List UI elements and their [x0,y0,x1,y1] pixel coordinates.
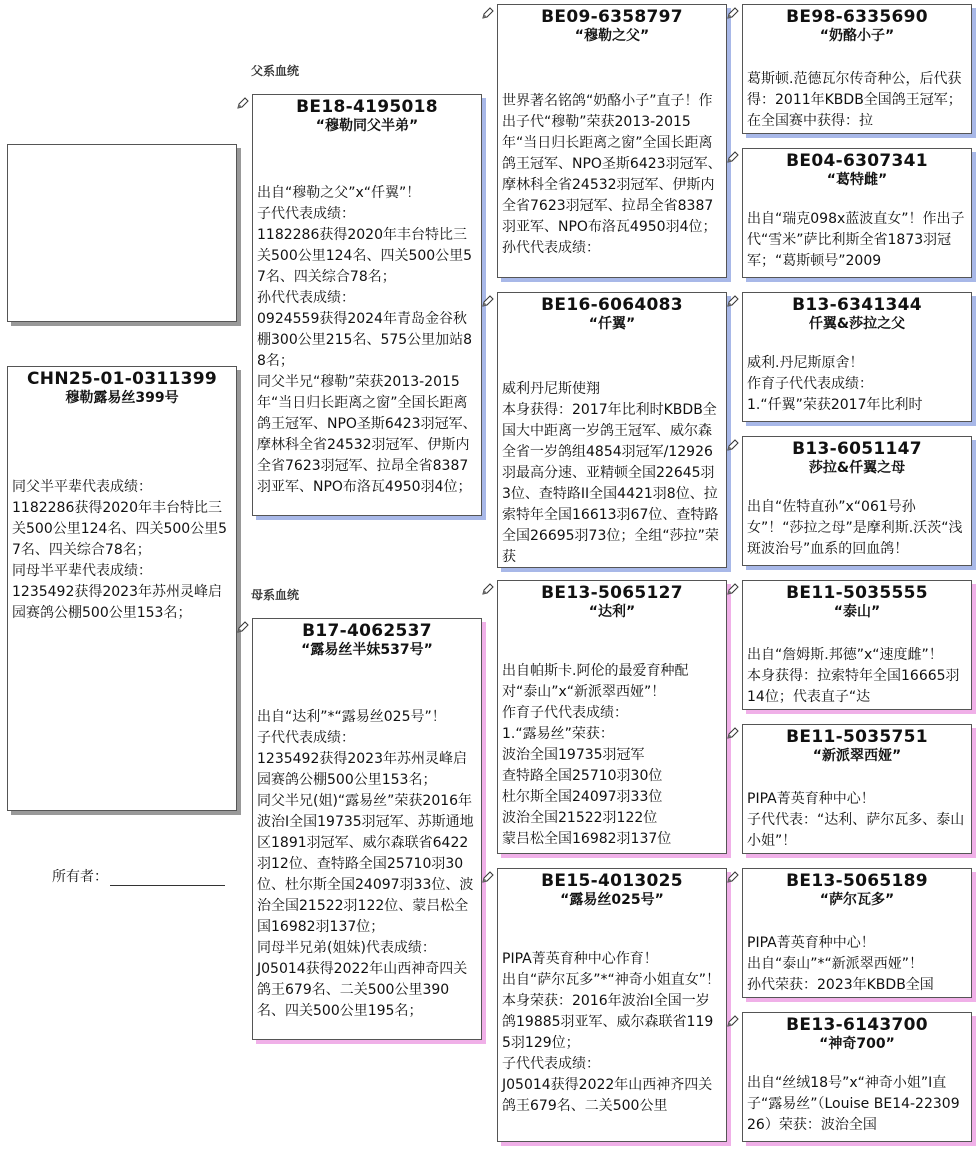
edit-icon[interactable] [726,294,740,308]
sss-description: 葛斯顿.范德瓦尔传奇种公，后代获得：2011年KBDB全国鸽王冠军；在全国赛中获得：拉 [747,71,962,129]
sds-card[interactable] [742,292,972,422]
edit-icon[interactable] [726,1014,740,1028]
ssd-card[interactable] [742,148,972,278]
sire-card[interactable] [252,94,482,516]
subject-ring-number: CHN25-01-0311399 [27,369,217,389]
dam-card[interactable] [252,618,482,1040]
sds-name: 仟翼&莎拉之父 [808,316,906,332]
sdd-description: 出自“佐特直孙”x“061号孙女”！“莎拉之母”是摩利斯.沃茨“浅斑波治号”血系的回血鸽！ [747,499,963,557]
sire-dam-ring-number: BE16-6064083 [541,295,683,315]
sire-line-label: 父系血统 [251,64,300,78]
sire-sire-card[interactable] [497,4,727,278]
edit-icon[interactable] [236,96,250,110]
dam-dam-name: “露易丝025号” [560,892,664,908]
edit-icon[interactable] [481,6,495,20]
sire-dam-description: 威利丹尼斯使翔 本身获得：2017年比利时KBDB全国大中距离一岁鸽王冠军、威尔森全省一岁鸽组4854羽冠军/12926羽最高分速、亚精顿全国22645羽3位、查特路II全国4421羽8位、拉索特年全国16613羽67位、查特路全国26695羽73位；全组“莎拉”荣获 [502,381,719,565]
edit-icon[interactable] [236,620,250,634]
dam-description: 出自“达利”*“露易丝025号”！ 子代代表成绩： 1235492获得2023年苏州灵峰启园赛鸽公棚500公里153名； 同父半兄(姐)“露易丝”荣获2016年波治I全国19735羽冠军、苏斯通地区1891羽冠军、威尔森联省6422羽12位、查特路全国25710羽30位、杜尔斯全国24097羽33位、波治全国21522羽122位、蒙吕松全国16982羽137位； 同母半兄弟(姐妹)代表成绩： J05014获得2022年山西神奇四关鸽王679名、二关500公里390名、四关500公里195名； [257,709,474,1019]
sdd-card[interactable] [742,436,972,566]
sds-ring-number: B13-6341344 [792,295,922,315]
sire-sire-name: “穆勒之父” [574,28,650,44]
dam-name: “露易丝半妹537号” [301,642,433,658]
dsd-ring-number: BE11-5035751 [786,727,928,747]
dsd-card[interactable] [742,724,972,854]
edit-icon[interactable] [726,582,740,596]
edit-icon[interactable] [726,870,740,884]
dds-name: “萨尔瓦多” [819,892,895,908]
edit-icon[interactable] [726,150,740,164]
dam-dam-card[interactable] [497,868,727,1142]
dam-sire-name: “达利” [588,604,636,620]
dss-ring-number: BE11-5035555 [786,583,928,603]
dss-description: 出自“詹姆斯.邦德”x“速度雌”！ 本身获得：拉索特年全国16665羽14位；代表直子“达 [747,647,960,705]
edit-icon[interactable] [726,438,740,452]
ddd-name: “神奇700” [819,1036,895,1052]
sdd-name: 莎拉&仟翼之母 [808,460,906,476]
ssd-description: 出自“瑞克098x蓝波直女”！作出子代“雪米”萨比利斯全省1873羽冠军；“葛斯顿号”2009 [747,211,965,269]
dss-name: “泰山” [833,604,881,620]
dam-sire-ring-number: BE13-5065127 [541,583,683,603]
dam-sire-description: 出自帕斯卡.阿伦的最爱育种配对“泰山”x“新派翠西娅”！ 作育子代代表成绩： 1.“露易丝”荣获： 波治全国19735羽冠军 查特路全国25710羽30位 杜尔斯全国24097羽33位 波治全国21522羽122位 蒙吕松全国16982羽137位 [502,663,689,847]
sds-description: 威利.丹尼斯原舍！ 作育子代代表成绩： 1.“仟翼”荣获2017年比利时 [747,355,923,413]
dam-dam-ring-number: BE15-4013025 [541,871,683,891]
sire-description: 出自“穆勒之父”x“仟翼”！ 子代代表成绩： 1182286获得2020年丰台特比三关500公里124名、四关500公里57名、四关综合78名； 孙代代表成绩： 0924559获得2024年青岛金谷秋棚300公里215名、575公里加站88名； 同父半兄“穆勒”荣获2013-2015年“当日归长距离之窗”全国长距离鸽王冠军、NPO圣斯6423羽冠军、摩林科全省24532羽冠军、伊斯内全省7623羽冠军、拉昂全省8387羽亚军、NPO布洛瓦4950羽4位； [257,185,477,495]
dds-card[interactable] [742,868,972,998]
owner-line [110,871,225,886]
edit-icon[interactable] [481,870,495,884]
sss-card[interactable] [742,4,972,134]
ssd-name: “葛特雌” [826,172,888,188]
edit-icon[interactable] [726,726,740,740]
subject-name: 穆勒露易丝399号 [65,390,179,406]
dss-card[interactable] [742,580,972,710]
dam-line-label: 母系血统 [251,588,300,602]
subject-card[interactable] [7,366,237,811]
owner-field[interactable] [52,866,225,886]
sire-dam-card[interactable] [497,292,727,568]
dsd-name: “新派翠西娅” [812,748,902,764]
ddd-card[interactable] [742,1012,972,1142]
owner-label: 所有者： [52,869,108,885]
subject-description: 同父半平辈代表成绩： 1182286获得2020年丰台特比三关500公里124名、四关500公里57名、四关综合78名； 同母半平辈代表成绩： 1235492获得2023年苏州灵峰启园赛鸽公棚500公里153名； [12,479,228,621]
sire-sire-ring-number: BE09-6358797 [541,7,683,27]
pigeon-photo [7,144,237,322]
sire-ring-number: BE18-4195018 [296,97,438,117]
ssd-ring-number: BE04-6307341 [786,151,928,171]
dam-sire-card[interactable] [497,580,727,854]
sire-name: “穆勒同父半弟” [315,118,419,134]
sire-sire-description: 世界著名铭鸽“奶酪小子”直子！作出子代“穆勒”荣获2013-2015年“当日归长距离之窗”全国长距离鸽王冠军、NPO圣斯6423羽冠军、摩林科全省24532羽冠军、伊斯内全省7623羽冠军、拉昂全省8387羽亚军、NPO布洛瓦4950羽4位； 孙代代表成绩： [502,93,722,256]
sdd-ring-number: B13-6051147 [792,439,922,459]
dam-ring-number: B17-4062537 [302,621,432,641]
edit-icon[interactable] [481,582,495,596]
dds-ring-number: BE13-5065189 [786,871,928,891]
dam-dam-description: PIPA菁英育种中心作育！ 出自“萨尔瓦多”*“神奇小姐直女”！ 本身荣获：2016年波治I全国一岁鸽19885羽亚军、威尔森联省1195羽129位； 子代代表成绩： J05014获得2022年山西神齐四关鸽王679名、二关500公里 [502,951,721,1114]
dsd-description: PIPA菁英育种中心！ 子代代表：“达利、萨尔瓦多、泰山小姐”！ [747,791,965,849]
ddd-description: 出自“丝绒18号”x“神奇小姐”I直子“露易丝”（Louise BE14-2230926）荣获：波治全国 [747,1075,960,1133]
sss-ring-number: BE98-6335690 [786,7,928,27]
ddd-ring-number: BE13-6143700 [786,1015,928,1035]
edit-icon[interactable] [481,294,495,308]
sss-name: “奶酪小子” [819,28,895,44]
dds-description: PIPA菁英育种中心！ 出自“泰山”*“新派翠西娅”！ 孙代荣获：2023年KBDB全国 [747,935,934,993]
edit-icon[interactable] [726,6,740,20]
sire-dam-name: “仟翼” [588,316,636,332]
